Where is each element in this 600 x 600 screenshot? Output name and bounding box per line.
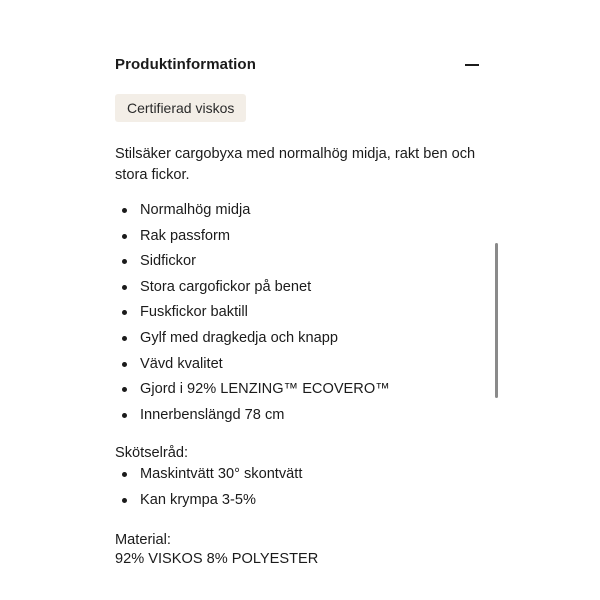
feature-item	[115, 352, 485, 378]
bullet-icon	[122, 285, 127, 290]
material-value: 92% VISKOS 8% POLYESTER	[115, 551, 319, 567]
care-item	[115, 488, 485, 514]
care-list	[115, 462, 485, 513]
bullet-icon	[122, 208, 127, 213]
minus-icon	[465, 64, 479, 66]
bullet-icon	[122, 336, 127, 341]
feature-item	[115, 224, 485, 250]
bullet-icon	[122, 387, 127, 392]
feature-item	[115, 403, 485, 429]
care-text: Maskintvätt 30° skontvätt	[140, 466, 303, 482]
feature-item	[115, 275, 485, 301]
bullet-icon	[122, 234, 127, 239]
certification-badge: Certifierad viskos	[115, 94, 246, 122]
bullet-icon	[122, 472, 127, 477]
bullet-icon	[122, 498, 127, 503]
care-item	[115, 462, 485, 488]
collapse-button[interactable]	[463, 56, 481, 76]
bullet-icon	[122, 362, 127, 367]
feature-text: Gjord i 92% LENZING™ ECOVERO™	[140, 381, 390, 398]
feature-list	[115, 198, 485, 428]
feature-text: Vävd kvalitet	[140, 355, 223, 372]
bullet-icon	[122, 310, 127, 315]
product-info-header[interactable]	[115, 56, 485, 78]
feature-text: Fuskfickor baktill	[140, 304, 248, 321]
feature-item	[115, 377, 485, 403]
feature-text: Normalhög midja	[140, 202, 251, 218]
feature-item	[115, 326, 485, 352]
feature-text: Sidfickor	[140, 253, 196, 270]
scrollbar[interactable]	[495, 243, 498, 398]
section-title: Produktinformation	[115, 56, 256, 73]
care-text: Kan krympa 3-5%	[140, 491, 256, 508]
bullet-icon	[122, 259, 127, 264]
care-heading: Skötselråd:	[115, 445, 189, 461]
feature-text: Stora cargofickor på benet	[140, 278, 312, 295]
bullet-icon	[122, 413, 127, 418]
feature-item	[115, 300, 485, 326]
feature-item	[115, 249, 485, 275]
feature-text: Gylf med dragkedja och knapp	[140, 329, 338, 346]
feature-text: Innerbenslängd 78 cm	[140, 406, 285, 423]
feature-text: Rak passform	[140, 227, 231, 244]
material-heading: Material:	[115, 532, 171, 548]
product-description: Stilsäker cargobyxa med normalhög midja, rakt ben och stora fickor.	[115, 146, 476, 183]
feature-item	[115, 198, 485, 224]
